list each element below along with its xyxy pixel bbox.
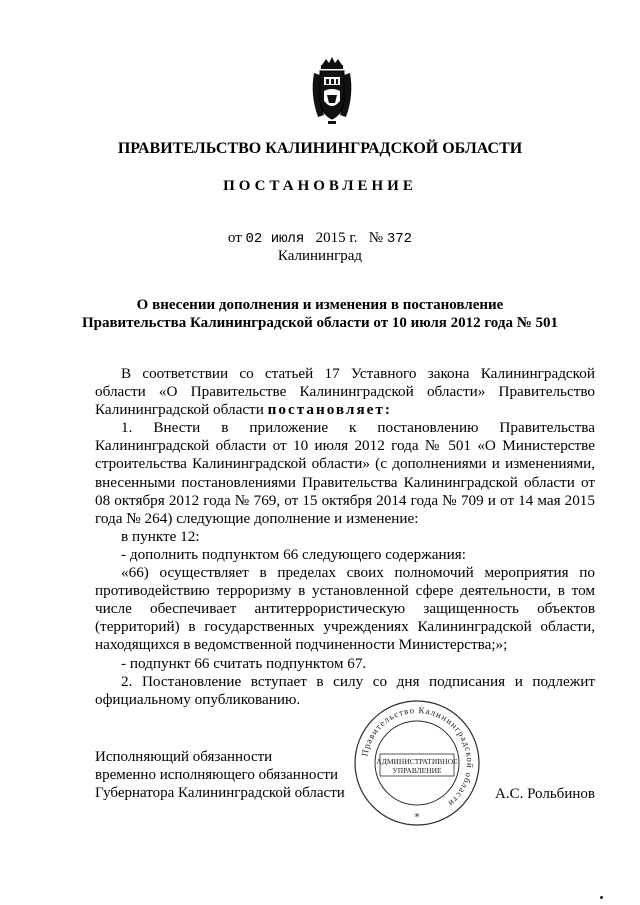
city: Калининград	[277, 248, 363, 264]
paragraph-preamble	[95, 365, 595, 419]
date-prefix: от	[227, 230, 242, 246]
signatory-position	[95, 748, 375, 802]
subject-line-2: Правительства Калининградской области от 10 июля 2012 года № 501	[81, 315, 559, 331]
official-seal	[352, 698, 482, 828]
paragraph-item-2: 2. Постановление вступает в силу со дня подписания и подлежит официальному опубликованию.	[95, 672, 595, 708]
signatory-name: А.С. Рольбинов	[495, 786, 595, 802]
paragraph-point-12: в пункте 12:	[121, 527, 200, 545]
date-year: 2015 г.	[315, 230, 358, 246]
seal-center-line-2: УПРАВЛЕНИЕ	[392, 766, 442, 775]
coat-of-arms-icon	[308, 55, 356, 125]
subject-line-1: О внесении дополнения и изменения в постановление	[136, 297, 504, 313]
paragraph-item-1: 1. Внести в приложение к постановлению Правительства Калининградской области от 10 июля 2012 года № 501 «О Министерстве строительства Калининградской области» (с дополнениями и изменениями, внесенными постановлениями Правительства Калининградской области от 08 октября 2012 года № 769, от 15 октября 2014 года № 709 и от 14 мая 2015 года № 264) следующие дополнение и изменение:	[95, 419, 595, 527]
seal-ring-text: Правительство Калининградской области	[359, 704, 476, 810]
paragraph-add-subpoint: - дополнить подпунктом 66 следующего содержания:	[121, 545, 466, 563]
government-name: ПРАВИТЕЛЬСТВО КАЛИНИНГРАДСКОЙ ОБЛАСТИ	[117, 140, 523, 157]
signatory-line-3: Губернатора Калининградской области	[95, 785, 345, 801]
document-type: ПОСТАНОВЛЕНИЕ	[223, 178, 417, 194]
signatory-line-1: Исполняющий обязанности	[95, 749, 273, 765]
number-sign: №	[368, 230, 384, 246]
document-subject	[0, 296, 640, 332]
document-number: 372	[386, 231, 413, 247]
seal-center-line-1: АДМИНИСТРАТИВНОЕ	[376, 757, 458, 766]
date-day-month: 02 июля	[245, 231, 305, 247]
document-body	[95, 365, 595, 709]
preamble-text: В соответствии со статьей 17 Уставного закона Калининградской области «О Правительстве Калининградской области» Правительство Калининградской области	[95, 365, 595, 419]
decides-word: постановляет:	[267, 401, 392, 419]
scan-speck	[600, 896, 603, 899]
paragraph-subpoint-66: «66) осуществляет в пределах своих полномочий мероприятия по противодействию терроризму в установленной сфере деятельности, в том числе обеспечивает антитеррористическую защищенность объектов (территорий) в государственных учреждениях Калининградской области, находящихся в ведомственной подчиненности Министерства;»;	[95, 564, 595, 654]
paragraph-renumber: - подпункт 66 считать подпунктом 67.	[121, 654, 367, 672]
seal-star-icon: *	[414, 812, 420, 823]
document-date-line	[0, 230, 640, 247]
signatory-line-2: временно исполняющего обязанности	[95, 767, 338, 783]
